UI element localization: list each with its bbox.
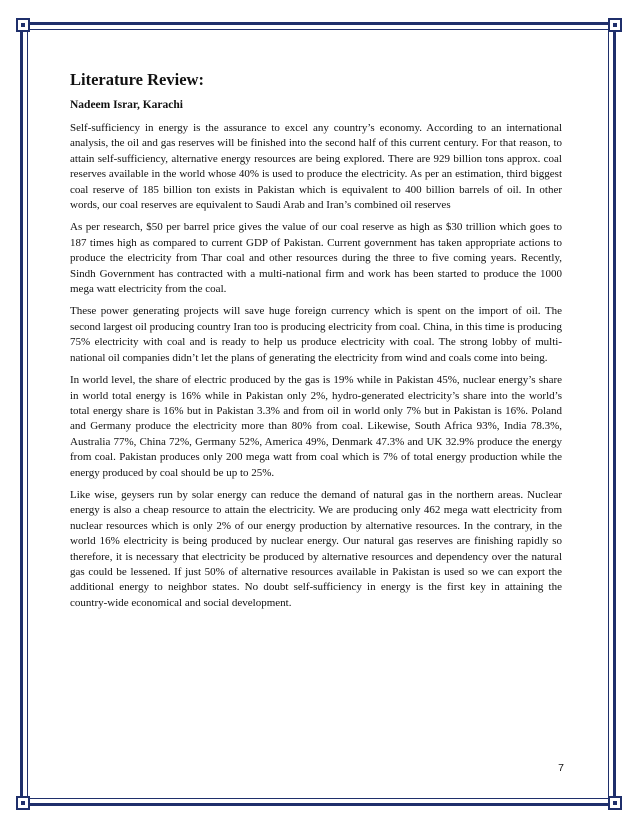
paragraph-3: These power generating projects will save huge foreign currency which is spent on the import of oil. The second largest oil producing country Iran too is producing electricity from coal. China, in this time is producing 75% electricity with coal and is ready to help us produce electricity with coal. The strong lobby of multi-national oil companies didn’t let the plans of generating the electricity from wind and coals come into being. <box>70 305 562 364</box>
document-body <box>70 70 562 618</box>
corner-ornament-bottom-right <box>608 796 622 810</box>
paragraph-5: Like wise, geysers run by solar energy can reduce the demand of natural gas in the northern areas. Nuclear energy is also a cheap resource to attain the electricity. We are producing only 462 mega watt electricity from nuclear resources which is only 2% of our energy production by alternative resources. In the contrary, in the world 16% electricity is being produced by nuclear energy. Our natural gas reserves are finishing rapidly so therefore, it is necessary that electricity be produced by alternative resources and dependency over the natural gas could be lessened. If just 50% of alternative resources available in Pakistan is used so we can export the additional energy to neighbor states. No doubt self-sufficiency in energy is the first key in attaining the country-wide economical and social development. <box>70 488 562 609</box>
corner-ornament-top-right <box>608 18 622 32</box>
paragraph-4: In world level, the share of electric produced by the gas is 19% while in Pakistan 45%, nuclear energy’s share in world total energy is 16% while in Pakistan only 2%, hydro-generated electricity’s share into the world’s total energy share is 16% but in Pakistan 3.3% and from oil in world only 7% but in Pakistan is 16%. Poland and Germany produce the electricity more than 80% from coal. Likewise, South Africa 93%, India 78.3%, Australia 77%, China 72%, Germany 52%, America 49%, Denmark 47.3% and UK 32.9% produce the energy from coal. Pakistan produces only 200 mega watt from coal which is 7% of total energy production while the energy produced by coal should be up to 25%. <box>70 374 562 479</box>
paragraph-2: As per research, $50 per barrel price gives the value of our coal reserve as high as $30 trillion which goes to 187 times high as compared to current GDP of Pakistan. Current government has taken appropriate actions to produce the electricity from Thar coal and other resources during the three to five coming years. Recently, Sindh Government has contracted with a multi-national firm and work has been started to produce the 1000 mega watt electricity from the coal. <box>70 221 562 296</box>
corner-ornament-bottom-left <box>16 796 30 810</box>
corner-ornament-top-left <box>16 18 30 32</box>
author-line: Nadeem Israr, Karachi <box>70 99 183 111</box>
page-number: 7 <box>558 762 564 774</box>
paragraph-1: Self-sufficiency in energy is the assurance to excel any country’s economy. According to an international analysis, the oil and gas reserves will be finished into the second half of this current century. For that reason, to attain self-sufficiency, alternative energy resources are being explored. There are 929 billion tons approx. coal reserves available in the world whose 40% is used to produce the electricity. As per an estimation, third biggest coal reserve of 185 billion ton exists in Pakistan which is equivalent to 400 billion barrels of oil. In other words, our coal reserves are equivalent to Saudi Arab and Iran’s combined oil reserves <box>70 122 562 212</box>
section-heading: Literature Review: <box>70 70 204 89</box>
